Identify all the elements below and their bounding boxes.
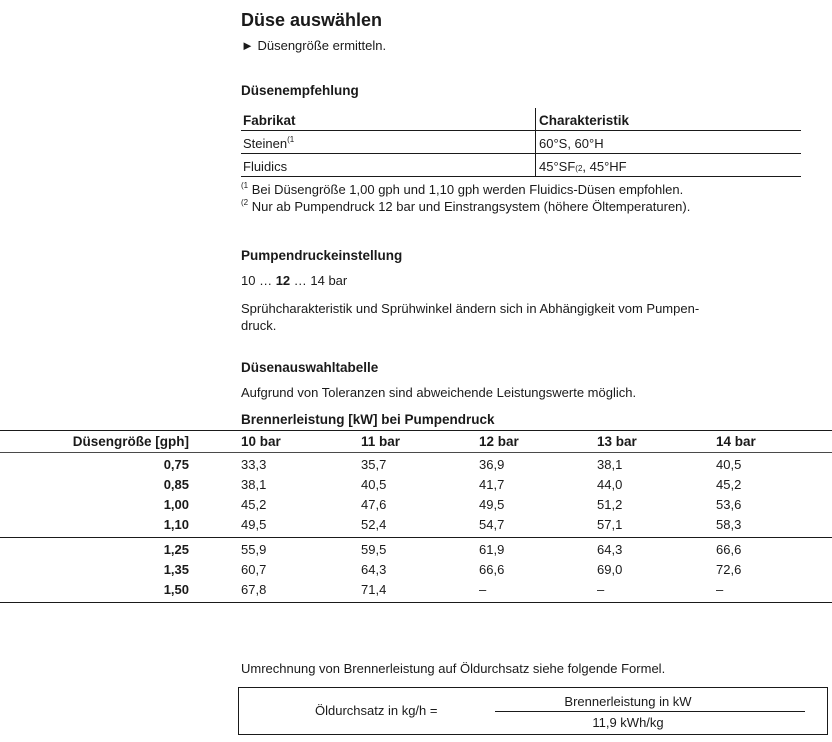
value-cell: 41,7 — [479, 477, 505, 492]
size-cell: 1,50 — [163, 582, 189, 597]
conversion-formula-box — [238, 687, 828, 735]
col-header: 11 bar — [361, 434, 401, 449]
col-make-header: Fabrikat — [243, 113, 296, 128]
pressure-heading: Pumpendruckeinstellung — [241, 248, 403, 263]
value-cell: 69,0 — [597, 562, 623, 577]
value-cell: – — [597, 582, 605, 597]
size-cell: 1,25 — [163, 542, 189, 557]
formula-numerator: Brennerleistung in kW — [564, 694, 692, 709]
value-cell: 66,6 — [716, 542, 742, 557]
value-cell: 33,3 — [241, 457, 267, 472]
col-char-header: Charakteristik — [535, 108, 801, 130]
table-row — [0, 540, 832, 560]
value-cell: 72,6 — [716, 562, 742, 577]
make-cell: Fluidics — [243, 159, 288, 174]
table-bottom-rule — [0, 602, 832, 603]
table-row — [241, 131, 801, 154]
footnote-1: $^{(1}$ Bei Düsengröße 1,00 gph und 1,10 gph werden Fluidics-Düsen empfohlen. — [241, 181, 684, 197]
group-header: Brennerleistung [kW] bei Pumpendruck — [241, 412, 495, 427]
value-cell: 47,6 — [361, 497, 387, 512]
pressure-description-line1: Sprühcharakteristik und Sprühwinkel ändern sich in Abhängigkeit vom Pumpen- — [241, 301, 700, 316]
value-cell: 67,8 — [241, 582, 267, 597]
value-cell: 40,5 — [361, 477, 387, 492]
value-cell: 54,7 — [479, 517, 505, 532]
formula-lhs: Öldurchsatz in kg/h = — [315, 703, 438, 718]
value-cell: 45,2 — [716, 477, 742, 492]
size-cell: 0,75 — [163, 457, 189, 472]
value-cell: 59,5 — [361, 542, 387, 557]
value-cell: 44,0 — [597, 477, 623, 492]
value-cell: 49,5 — [241, 517, 267, 532]
table-row — [0, 580, 832, 600]
size-cell: 1,00 — [163, 497, 189, 512]
value-cell: 36,9 — [479, 457, 505, 472]
selection-note: Aufgrund von Toleranzen sind abweichende Leistungswerte möglich. — [241, 385, 637, 400]
value-cell: 58,3 — [716, 517, 742, 532]
char-cell: 45°SF $^{(2}$ , 45°HF — [535, 154, 801, 176]
value-cell: 60,7 — [241, 562, 267, 577]
table-row — [0, 515, 832, 535]
value-cell: 61,9 — [479, 542, 505, 557]
value-cell: 35,7 — [361, 457, 387, 472]
value-cell: 64,3 — [597, 542, 623, 557]
value-cell: 66,6 — [479, 562, 505, 577]
recommendation-table — [241, 108, 801, 177]
col-header: 12 bar — [479, 434, 519, 449]
size-cell: 1,10 — [163, 517, 189, 532]
make-cell: Steinen$^{(1}$ — [243, 135, 295, 151]
value-cell: 38,1 — [597, 457, 623, 472]
recommendation-heading: Düsenempfehlung — [241, 83, 359, 98]
table-row — [0, 455, 832, 475]
step-instruction: ► Düsengröße ermitteln. — [241, 38, 387, 53]
table-header-row — [0, 432, 832, 452]
selection-heading: Düsenauswahltabelle — [241, 360, 379, 375]
fraction-bar — [495, 711, 805, 712]
recommendation-header-row — [241, 108, 801, 131]
value-cell: 40,5 — [716, 457, 742, 472]
col-header: 10 bar — [241, 434, 281, 449]
col-header: 13 bar — [597, 434, 637, 449]
value-cell: 55,9 — [241, 542, 267, 557]
char-cell: 60°S, 60°H — [535, 131, 801, 153]
table-row — [0, 495, 832, 515]
conversion-note: Umrechnung von Brennerleistung auf Öldurchsatz siehe folgende Formel. — [241, 661, 666, 676]
col-header: 14 bar — [716, 434, 756, 449]
row-header: Düsengröße [gph] — [72, 434, 189, 449]
value-cell: 57,1 — [597, 517, 623, 532]
table-row — [0, 475, 832, 495]
value-cell: – — [716, 582, 724, 597]
formula-denominator: 11,9 kWh/kg — [592, 715, 664, 730]
value-cell: 45,2 — [241, 497, 267, 512]
value-cell: 64,3 — [361, 562, 387, 577]
size-cell: 0,85 — [163, 477, 189, 492]
value-cell: 38,1 — [241, 477, 267, 492]
header-rule — [0, 452, 832, 453]
table-top-rule — [0, 430, 832, 431]
value-cell: – — [479, 582, 487, 597]
value-cell: 53,6 — [716, 497, 742, 512]
value-cell: 52,4 — [361, 517, 387, 532]
value-cell: 71,4 — [361, 582, 387, 597]
page-title: Düse auswählen — [241, 10, 383, 30]
footnote-2: $^{(2}$ Nur ab Pumpendruck 12 bar und Einstrangsystem (höhere Öltemperaturen). — [241, 198, 691, 214]
table-row — [241, 154, 801, 177]
table-row — [0, 560, 832, 580]
value-cell: 51,2 — [597, 497, 623, 512]
pressure-range: 10 … 12 … 14 bar — [241, 273, 348, 288]
size-cell: 1,35 — [163, 562, 189, 577]
value-cell: 49,5 — [479, 497, 505, 512]
pressure-description-line2: druck. — [241, 318, 277, 333]
group-divider-rule — [0, 537, 832, 538]
